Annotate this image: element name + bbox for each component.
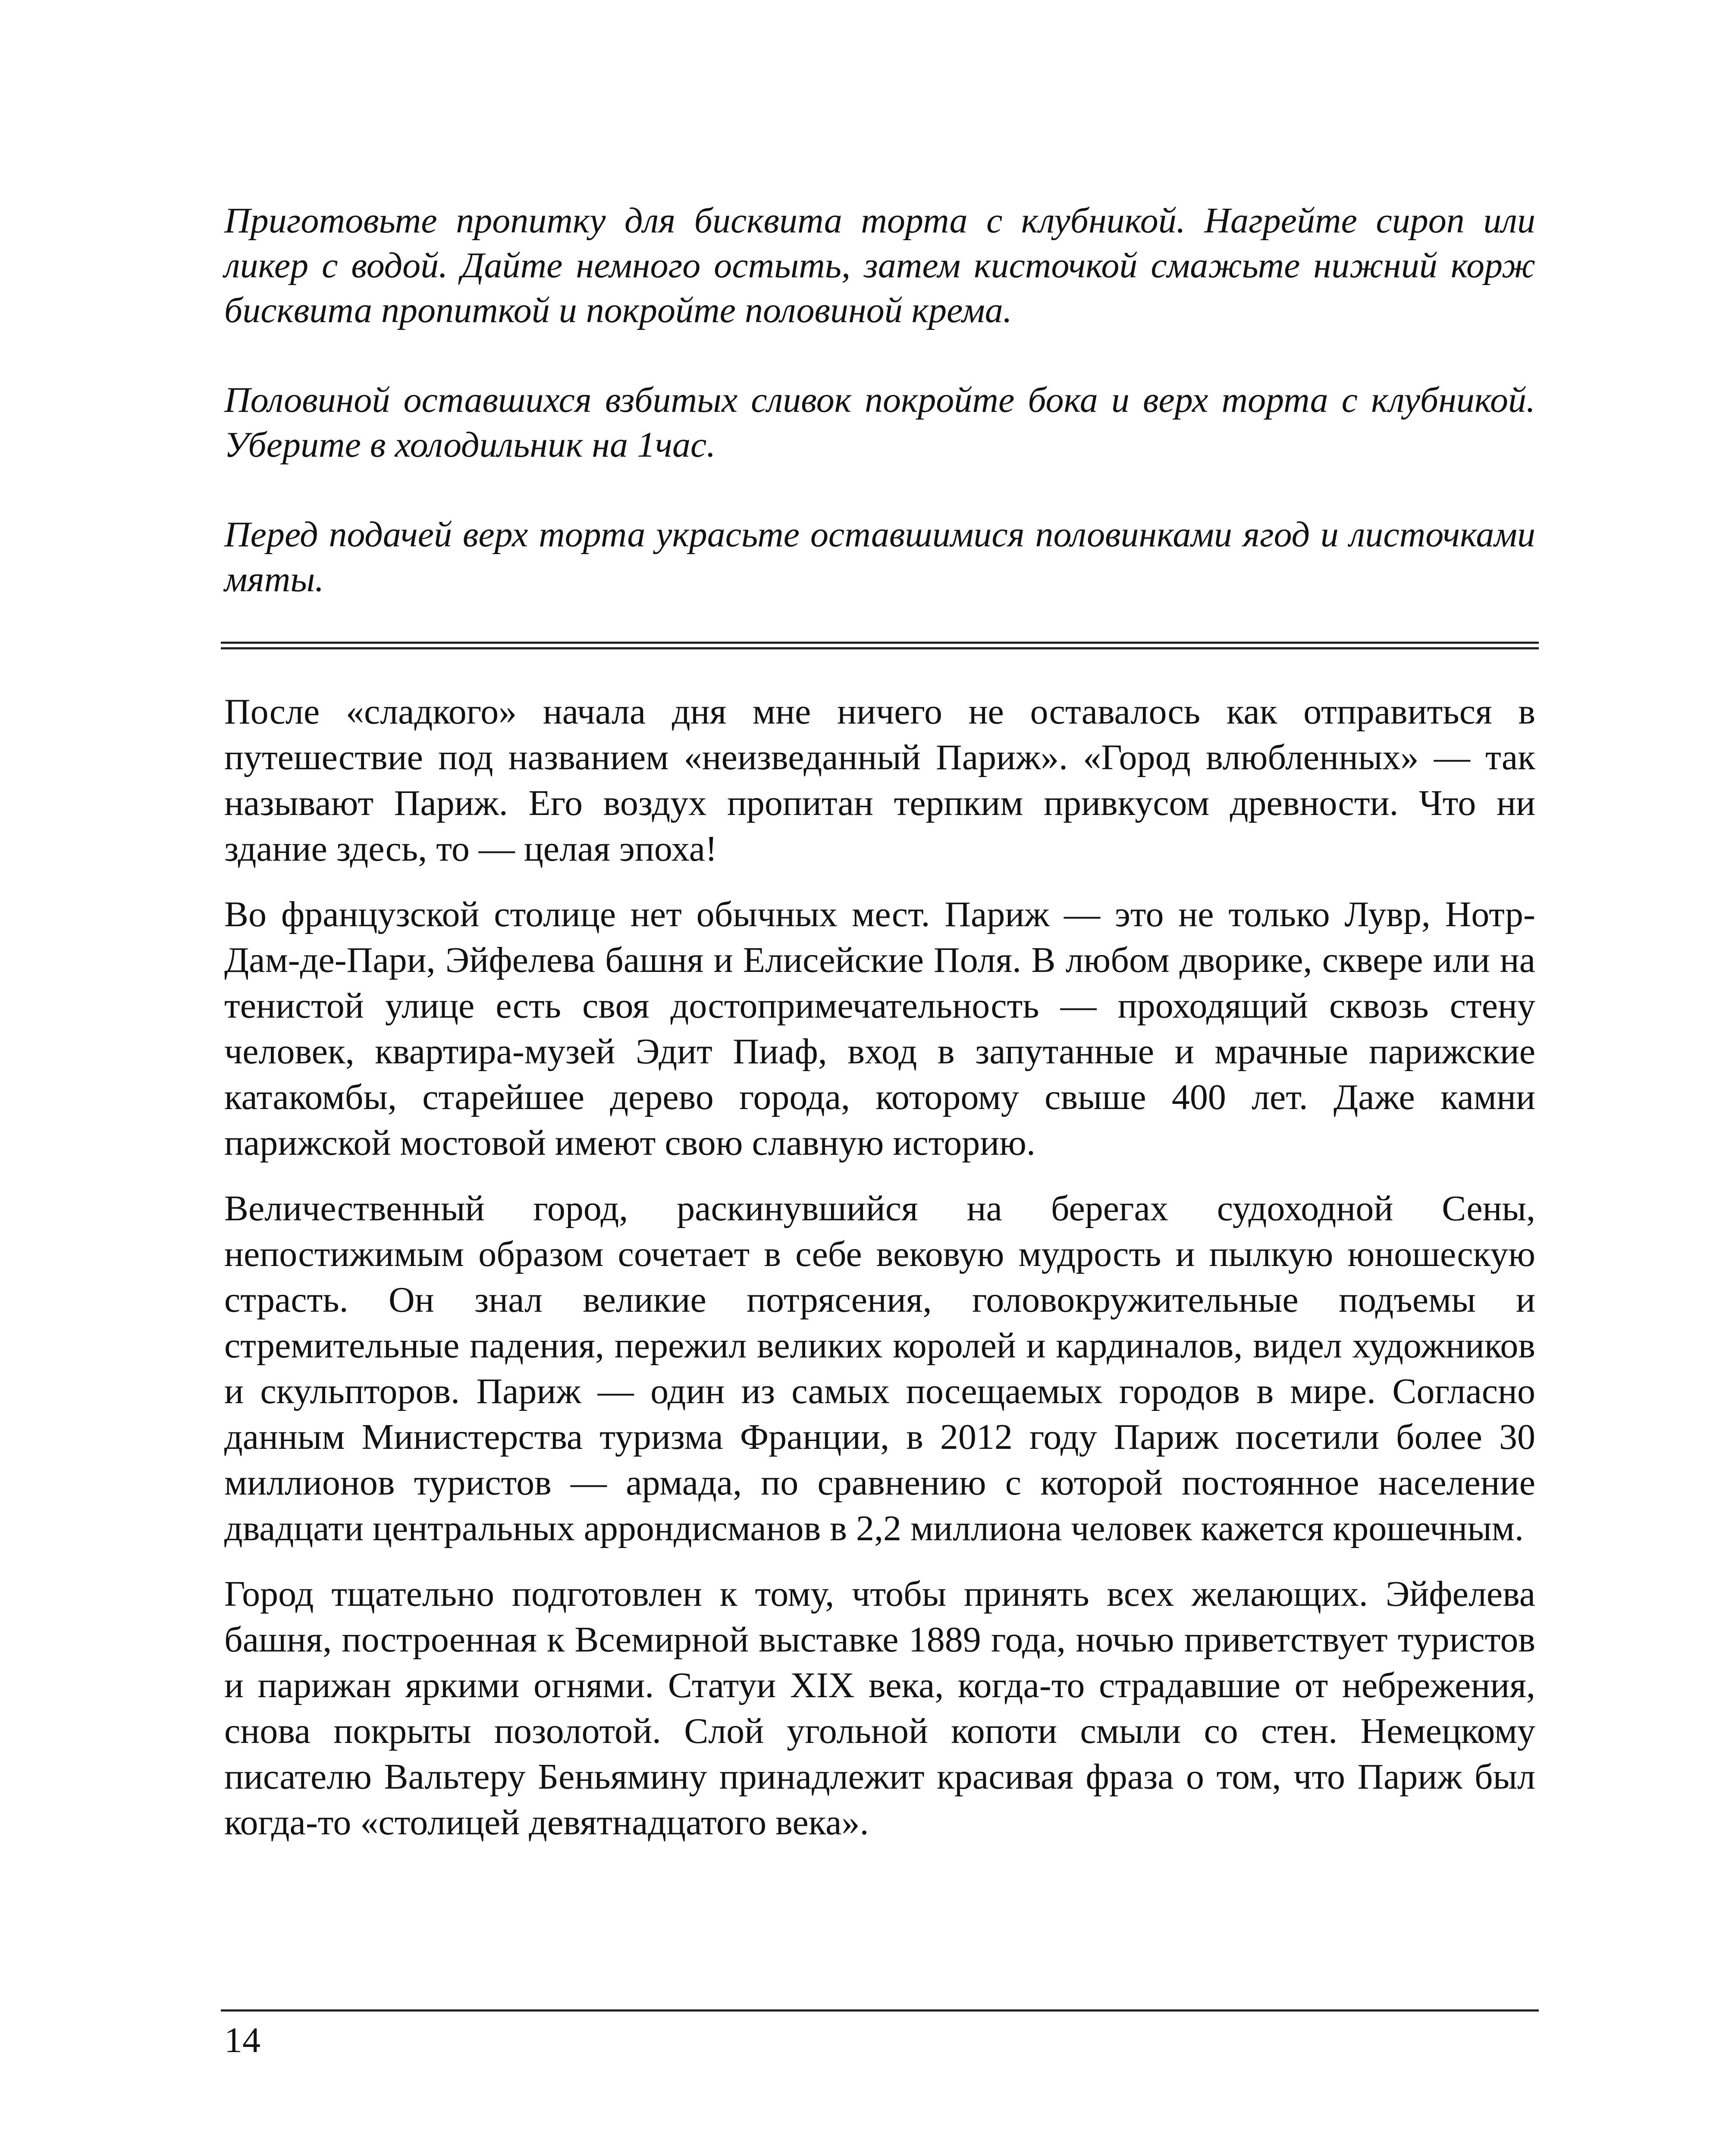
section-divider (221, 642, 1539, 649)
recipe-paragraph: Половиной оставшихся взбитых сливок покройте бока и верх торта с клубникой. Уберите в холодильник на 1час. (224, 380, 1535, 465)
page-number: 14 (224, 2020, 260, 2060)
footer-divider (221, 2009, 1539, 2012)
article-paragraph: Величественный город, раскинувшийся на берегах судоходной Сены, непостижимым образом сочетает в себе вековую мудрость и пылкую юношескую страсть. Он знал великие потрясения, головокружительные подъемы и стремительные падения, пережил великих королей и кардиналов, видел художников и скульпторов. Париж — один из самых посещаемых городов в мире. Согласно данным Министерства туризма Франции, в 2012 году Париж посетили более 30 миллионов туристов — армада, по сравнению с которой постоянное население двадцати центральных аррондисманов в 2,2 миллиона человек кажется крошечным. (224, 1188, 1535, 1548)
article-body (224, 689, 1535, 1865)
recipe-instructions (224, 198, 1535, 602)
article-paragraph: Город тщательно подготовлен к тому, чтобы принять всех желающих. Эйфелева башня, построенная к Всемирной выставке 1889 года, ночью приветствует туристов и парижан яркими огнями. Статуи XIX века, когда-то страдавшие от небрежения, снова покрыты позолотой. Слой угольной копоти смыли со стен. Немецкому писателю Вальтеру Беньямину принадлежит красивая фраза о том, что Париж был когда-то «столицей девятнадцатого века». (224, 1574, 1535, 1843)
recipe-paragraph: Перед подачей верх торта украсьте оставшимися половинками ягод и листочками мяты. (224, 514, 1535, 599)
article-paragraph: Во французской столице нет обычных мест. Париж — это не только Лувр, Нотр-Дам-де-Пари, Эйфелева башня и Елисейские Поля. В любом дворике, сквере или на тенистой улице есть своя достопримечательность — проходящий сквозь стену человек, квартира-музей Эдит Пиаф, вход в запутанные и мрачные парижские катакомбы, старейшее дерево города, которому свыше 400 лет. Даже камни парижской мостовой имеют свою славную историю. (224, 894, 1535, 1163)
article-paragraph: После «сладкого» начала дня мне ничего не оставалось как отправиться в путешествие под названием «неизведанный Париж». «Город влюбленных» — так называют Париж. Его воздух пропитан терпким привкусом древности. Что ни здание здесь, то — целая эпоха! (224, 692, 1535, 869)
recipe-paragraph: Приготовьте пропитку для бисквита торта с клубникой. Нагрейте сироп или ликер с водой. Дайте немного остыть, затем кисточкой смажьте нижний корж бисквита пропиткой и покройте половиной крема. (224, 201, 1535, 330)
